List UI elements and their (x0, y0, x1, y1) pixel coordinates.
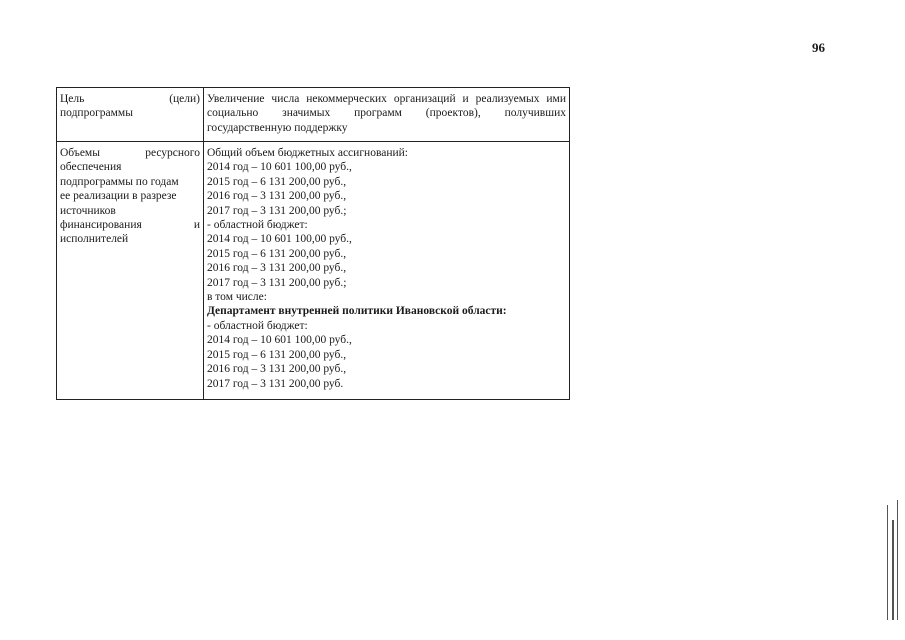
funding-label-part: Объемы (60, 147, 100, 159)
funding-row (57, 142, 570, 400)
funding-label-line (60, 218, 200, 232)
funding-line: - областной бюджет: (207, 319, 308, 332)
funding-line: 2017 год – 3 131 200,00 руб.; (207, 204, 347, 217)
funding-label-cell (57, 142, 204, 400)
funding-text-cell (204, 142, 570, 400)
funding-line: 2015 год – 6 131 200,00 руб., (207, 348, 347, 361)
scan-artifact-line (892, 520, 894, 620)
funding-label-line: ее реализации в разрезе (60, 190, 177, 203)
goal-label-line-1 (60, 92, 200, 106)
funding-line: в том числе: (207, 291, 267, 304)
funding-line: 2016 год – 3 131 200,00 руб., (207, 262, 347, 275)
goal-label-word: Цель (60, 93, 85, 105)
scan-artifact-line (887, 505, 888, 620)
funding-line: 2014 год – 10 601 100,00 руб., (207, 334, 352, 347)
funding-label-part: ресурсного (145, 147, 200, 159)
goal-row (57, 88, 570, 142)
funding-line: 2016 год – 3 131 200,00 руб., (207, 363, 347, 376)
funding-label-line: исполнителей (60, 233, 129, 246)
goal-label-cell (57, 88, 204, 142)
funding-line: 2017 год – 3 131 200,00 руб.; (207, 276, 347, 289)
funding-label-line: источников (60, 204, 116, 217)
subprogram-passport-table (56, 87, 570, 400)
department-name-line: Департамент внутренней политики Ивановской области: (207, 305, 507, 318)
goal-label-word: (цели) (169, 93, 200, 105)
funding-line: 2014 год – 10 601 100,00 руб., (207, 161, 352, 174)
funding-label-line: подпрограммы по годам (60, 175, 179, 188)
funding-line: 2014 год – 10 601 100,00 руб., (207, 233, 352, 246)
funding-line: 2017 год – 3 131 200,00 руб. (207, 377, 344, 390)
funding-line: Общий объем бюджетных ассигнований: (207, 147, 408, 159)
scan-artifact-line (897, 500, 898, 620)
page-number: 96 (812, 40, 825, 55)
funding-label-line (60, 146, 200, 160)
funding-line: 2015 год – 6 131 200,00 руб., (207, 175, 347, 188)
funding-line: 2016 год – 3 131 200,00 руб., (207, 190, 347, 203)
funding-label-line: обеспечения (60, 161, 122, 174)
funding-label-part: и (193, 219, 200, 232)
funding-line: 2015 год – 6 131 200,00 руб., (207, 247, 347, 260)
goal-label-word: подпрограммы (60, 107, 133, 120)
funding-label-part: финансирования (60, 219, 142, 232)
funding-line: - областной бюджет: (207, 219, 308, 232)
goal-text-cell: Увеличение числа некоммерческих организаций и реализуемых ими социально значимых программ (проектов), получивших государственную поддержку (204, 88, 570, 142)
